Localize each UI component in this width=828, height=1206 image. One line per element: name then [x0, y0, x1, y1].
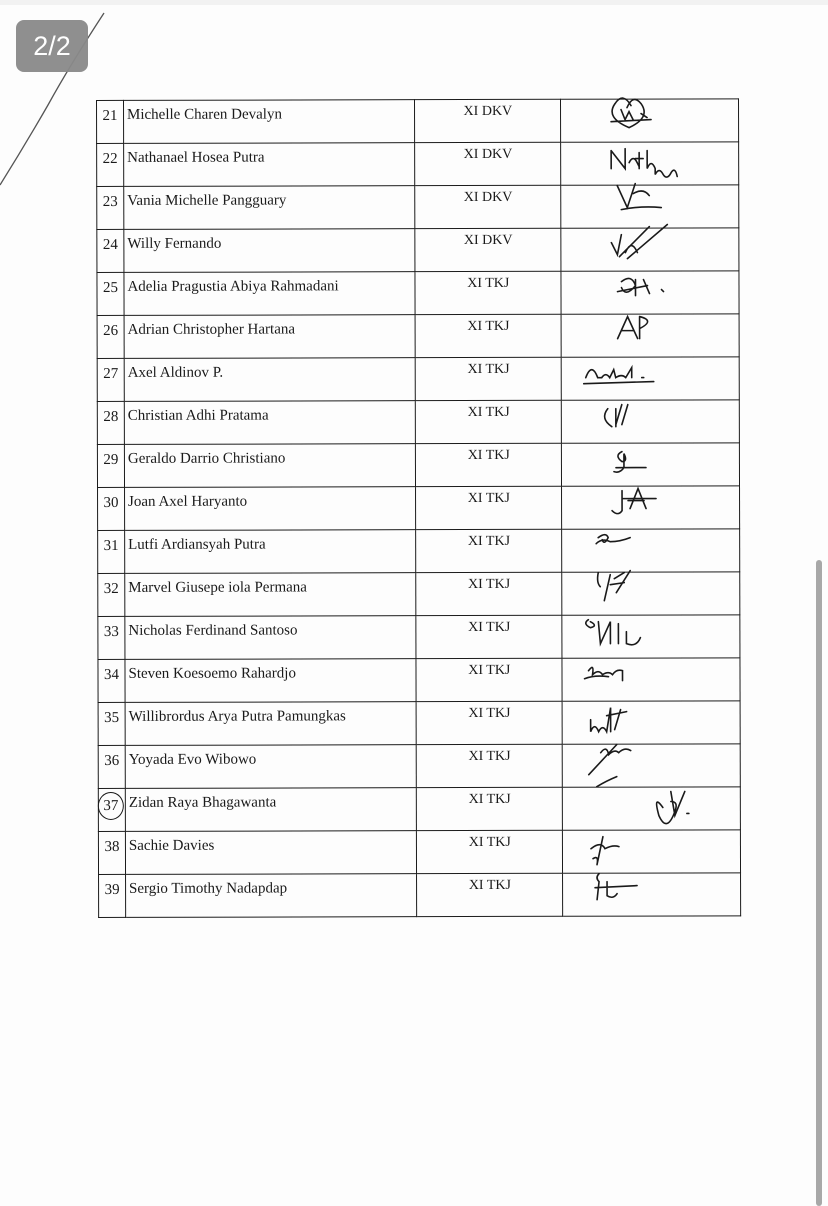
handwritten-signature-icon	[563, 566, 741, 610]
student-name: Willibrordus Arya Putra Pamungkas	[125, 702, 416, 746]
handwritten-signature-icon	[562, 222, 740, 266]
row-number: 36	[98, 745, 125, 788]
class-label: XI TKJ	[416, 615, 562, 658]
student-name: Geraldo Darrio Christiano	[124, 444, 415, 488]
class-label: XI TKJ	[416, 744, 562, 787]
student-name: Adelia Pragustia Abiya Rahmadani	[124, 272, 415, 316]
row-number: 28	[97, 401, 124, 444]
handwritten-signature-icon	[563, 867, 741, 911]
row-number: 39	[99, 874, 126, 917]
document-page	[0, 5, 828, 1206]
row-number: 33	[98, 616, 125, 659]
student-name: Lutfi Ardiansyah Putra	[125, 530, 416, 574]
handwritten-signature-icon	[563, 781, 741, 825]
class-label: XI TKJ	[416, 658, 562, 701]
row-number: 32	[98, 573, 125, 616]
class-label: XI TKJ	[415, 271, 561, 314]
class-label: XI TKJ	[417, 830, 563, 873]
page-counter: 2/2	[16, 20, 88, 72]
class-label: XI TKJ	[416, 572, 562, 615]
handwritten-signature-icon	[562, 523, 740, 567]
student-name: Marvel Giusepe iola Permana	[125, 573, 416, 617]
row-number: 29	[97, 444, 124, 487]
student-name: Sergio Timothy Nadapdap	[125, 874, 416, 918]
row-number: 31	[98, 530, 125, 573]
student-name: Zidan Raya Bhagawanta	[125, 788, 416, 832]
student-name: Vania Michelle Pangguary	[124, 186, 415, 230]
row-number: 38	[98, 831, 125, 874]
signature-cell	[563, 873, 741, 916]
handwritten-signature-icon	[562, 265, 740, 309]
class-label: XI DKV	[415, 99, 561, 142]
class-label: XI TKJ	[416, 400, 562, 443]
handwritten-signature-icon	[563, 738, 741, 782]
class-label: XI DKV	[415, 228, 561, 271]
circled-number-mark: 37	[98, 792, 124, 820]
student-name: Nathanael Hosea Putra	[124, 143, 415, 187]
student-name: Joan Axel Haryanto	[124, 487, 415, 531]
handwritten-signature-icon	[563, 695, 741, 739]
row-number: 27	[97, 358, 124, 401]
row-number	[98, 788, 125, 831]
row-number: 23	[97, 186, 124, 229]
student-name: Adrian Christopher Hartana	[124, 315, 415, 359]
class-label: XI TKJ	[415, 357, 561, 400]
class-label: XI TKJ	[415, 314, 561, 357]
row-number: 25	[97, 272, 124, 315]
row-number: 34	[98, 659, 125, 702]
attendance-table	[96, 98, 741, 918]
handwritten-signature-icon	[562, 351, 740, 395]
student-name: Michelle Charen Devalyn	[123, 100, 414, 144]
handwritten-signature-icon	[563, 609, 741, 653]
row-number: 30	[98, 487, 125, 530]
row-number: 21	[97, 100, 124, 143]
class-label: XI TKJ	[416, 529, 562, 572]
handwritten-signature-icon	[563, 652, 741, 696]
class-label: XI TKJ	[417, 873, 563, 916]
handwritten-signature-icon	[561, 136, 739, 180]
row-number: 22	[97, 143, 124, 186]
handwritten-signature-icon	[561, 93, 739, 137]
class-label: XI TKJ	[416, 701, 562, 744]
handwritten-signature-icon	[563, 824, 741, 868]
handwritten-signature-icon	[562, 394, 740, 438]
class-label: XI TKJ	[417, 787, 563, 830]
table-row	[99, 873, 741, 918]
handwritten-signature-icon	[562, 179, 740, 223]
row-number: 26	[97, 315, 124, 358]
student-name: Yoyada Evo Wibowo	[125, 745, 416, 789]
handwritten-signature-icon	[562, 437, 740, 481]
class-label: XI DKV	[415, 142, 561, 185]
class-label: XI TKJ	[416, 486, 562, 529]
handwritten-signature-icon	[562, 480, 740, 524]
student-name: Nicholas Ferdinand Santoso	[125, 616, 416, 660]
row-number: 35	[98, 702, 125, 745]
student-name: Christian Adhi Pratama	[124, 401, 415, 445]
class-label: XI TKJ	[416, 443, 562, 486]
student-name: Sachie Davies	[125, 831, 416, 875]
scrollbar[interactable]	[816, 560, 822, 1206]
row-number: 24	[97, 229, 124, 272]
student-name: Steven Koesoemo Rahardjo	[125, 659, 416, 703]
handwritten-signature-icon	[562, 308, 740, 352]
student-name: Willy Fernando	[124, 229, 415, 273]
class-label: XI DKV	[415, 185, 561, 228]
student-name: Axel Aldinov P.	[124, 358, 415, 402]
